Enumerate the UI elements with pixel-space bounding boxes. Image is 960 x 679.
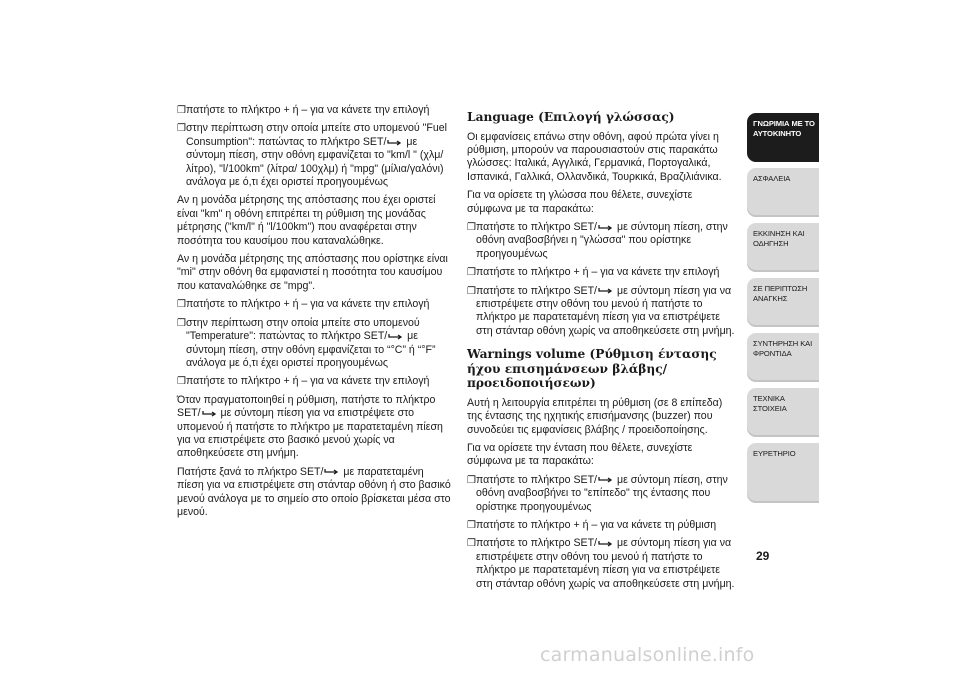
bullet-item bbox=[467, 285, 739, 339]
bullet-item bbox=[467, 537, 739, 591]
paragraph: Πατήστε ξανά το πλήκτρο SET/ με παρατεταμένη πίεση για να επιστρέψετε στη στάνταρ οθόνη ή στο βασικό μενού ανάλογα με το σημείο στο οποίο βρίσκεται μέσα στο μενού. bbox=[177, 465, 451, 518]
set-enter-arrow-icon bbox=[202, 410, 217, 417]
paragraph: Για να ορίσετε τη γλώσσα που θέλετε, συνεχίστε σύμφωνα με τα παρακάτω: bbox=[467, 189, 693, 215]
bullet-text: πατήστε το πλήκτρο + ή – για να κάνετε την επιλογή bbox=[476, 266, 720, 279]
bullet-marker: ❒ bbox=[177, 376, 186, 388]
bullet-marker: ❒ bbox=[177, 317, 186, 329]
paragraph: Όταν πραγματοποιηθεί η ρύθμιση, πατήστε το πλήκτρο SET/ με σύντομη πίεση για να επιστρέψετε στο υπομενού ή πατήστε το πλήκτρο με παρατεταμένη πίεση για να επιστρέψετε στο βασικό μενού χωρίς να αποθηκεύσετε στη μνήμη. bbox=[177, 393, 443, 460]
paragraph: Για να ορίσετε την ένταση που θέλετε, συνεχίστε σύμφωνα με τα παρακάτω: bbox=[467, 441, 693, 468]
set-enter-arrow-icon bbox=[324, 468, 339, 475]
tab-technical-data[interactable]: ΤΕΧΝΙΚΑ ΣΤΟΙΧΕΙΑ bbox=[747, 388, 819, 437]
bullet-item bbox=[467, 221, 739, 261]
bullet-text: πατήστε το πλήκτρο + ή – για να κάνετε την επιλογή bbox=[186, 298, 430, 311]
bullet-marker: ❒ bbox=[177, 123, 186, 135]
bullet-item bbox=[177, 122, 452, 189]
set-enter-arrow-icon bbox=[598, 224, 613, 231]
bullet-text: πατήστε το πλήκτρο SET/ με σύντομη πίεση, στην οθόνη αναβοσβήνει η "γλώσσα" που ορίστηκε προηγουμένως bbox=[476, 220, 728, 260]
bullet-text: πατήστε το πλήκτρο + ή – για να κάνετε την επιλογή bbox=[186, 375, 430, 388]
bullet-item bbox=[177, 104, 452, 117]
left-column bbox=[177, 104, 452, 524]
bullet-marker: ❒ bbox=[177, 299, 186, 311]
tab-emergency[interactable]: ΣΕ ΠΕΡΙΠΤΩΣΗ ΑΝΑΓΚΗΣ bbox=[747, 278, 819, 327]
bullet-text: πατήστε το πλήκτρο SET/ με σύντομη πίεση, στην οθόνη αναβοσβήνει το "επίπεδο" της έντασης που ορίστηκε προηγουμένως bbox=[476, 473, 728, 513]
tab-safety[interactable]: ΑΣΦΑΛΕΙΑ bbox=[747, 168, 819, 217]
bullet-text: πατήστε το πλήκτρο SET/ με σύντομη πίεση για να επιστρέψετε στην οθόνη του μενού ή πατήστε το πλήκτρο με παρατεταμένη πίεση για να επιστρέψετε στη στάνταρ οθόνη χωρίς να αποθηκεύσετε στη μνήμη. bbox=[476, 284, 735, 337]
section-heading-warnings-volume: Warnings volume (Ρύθμιση έντασης ήχου επισημάνσεων βλάβης/προειδοποιήσεων) bbox=[467, 347, 717, 391]
bullet-marker: ❒ bbox=[467, 538, 476, 550]
paragraph: Αν η μονάδα μέτρησης της απόστασης που ορίστηκε είναι "mi" στην οθόνη θα εμφανιστεί η ποσότητα του καυσίμου που καταναλώθηκε σε "mpg". bbox=[177, 253, 448, 292]
bullet-text: πατήστε το πλήκτρο + ή – για να κάνετε τη ρύθμιση bbox=[476, 518, 717, 531]
set-enter-arrow-icon bbox=[598, 540, 613, 547]
bullet-text: πατήστε το πλήκτρο + ή – για να κάνετε την επιλογή bbox=[186, 104, 430, 116]
set-enter-arrow-icon bbox=[388, 333, 403, 340]
right-column bbox=[467, 110, 739, 596]
section-heading-language: Language (Επιλογή γλώσσας) bbox=[467, 110, 675, 124]
bullet-marker: ❒ bbox=[467, 474, 476, 486]
bullet-item bbox=[467, 519, 739, 532]
bullet-item bbox=[177, 375, 452, 388]
watermark: carmanualsonline.info bbox=[540, 644, 755, 666]
bullet-item bbox=[467, 474, 739, 514]
page-number: 29 bbox=[756, 549, 770, 563]
paragraph: Οι εμφανίσεις επάνω στην οθόνη, αφού πρώτα γίνει η ρύθμιση, μπορούν να παρουσιαστούν στις παρακάτω γλώσσες: Ιταλικά, Αγγλικά, Γερμανικά, Πορτογαλικά, Ισπανικά, Γαλλικά, Ολλανδικά, Τουρκικά, Βραζιλιάνικα. bbox=[467, 130, 722, 183]
bullet-marker: ❒ bbox=[177, 105, 186, 116]
set-enter-arrow-icon bbox=[598, 287, 613, 294]
bullet-marker: ❒ bbox=[467, 285, 476, 297]
set-enter-arrow-icon bbox=[598, 476, 613, 483]
chapter-tabs bbox=[747, 113, 819, 509]
bullet-text: στην περίπτωση στην οποία μπείτε στο υπομενού "Fuel Consumption": πατώντας το πλήκτρο SET/ με σύντομη πίεση, στην οθόνη εμφανίζεται το "km/l " (χλμ/λίτρο), "l/100km" (λίτρα/ 100χλμ) ή "mpg" (μίλια/γαλόνι) ανάλογα με ό,τι έχει οριστεί προηγουμένως bbox=[186, 122, 448, 189]
paragraph: Αυτή η λειτουργία επιτρέπει τη ρύθμιση (σε 8 επίπεδα) της έντασης της ηχητικής επισήμανσης (buzzer) που συνοδεύει τις εμφανίσεις βλάβης / προειδοποίησης. bbox=[467, 396, 723, 436]
bullet-marker: ❒ bbox=[467, 221, 476, 233]
tab-starting-driving[interactable]: ΕΚΚΙΝΗΣΗ ΚΑΙ ΟΔΗΓΗΣΗ bbox=[747, 223, 819, 272]
bullet-text: στην περίπτωση στην οποία μπείτε στο υπομενού "Temperature": πατώντας το πλήκτρο SET/ με σύντομη πίεση, στην οθόνη εμφανίζεται το “°C” ή “°F” ανάλογα με ό,τι έχει οριστεί προηγουμένως bbox=[186, 316, 436, 369]
bullet-item bbox=[467, 266, 739, 279]
bullet-item bbox=[177, 317, 452, 371]
tab-getting-to-know[interactable]: ΓΝΩΡΙΜΙΑ ΜΕ ΤΟ ΑΥΤΟΚΙΝΗΤΟ bbox=[747, 113, 819, 162]
bullet-text: πατήστε το πλήκτρο SET/ με σύντομη πίεση για να επιστρέψετε στην οθόνη του μενού ή πατήστε το πλήκτρο με παρατεταμένη πίεση για να επιστρέψετε στη στάνταρ οθόνη χωρίς να αποθηκεύσετε στη μνήμη. bbox=[476, 537, 735, 590]
bullet-item bbox=[177, 298, 452, 311]
tab-maintenance[interactable]: ΣΥΝΤΗΡΗΣΗ ΚΑΙ ΦΡΟΝΤΙΔΑ bbox=[747, 333, 819, 382]
set-enter-arrow-icon bbox=[387, 139, 402, 146]
tab-index[interactable]: ΕΥΡΕΤΗΡΙΟ bbox=[747, 443, 819, 503]
bullet-marker: ❒ bbox=[467, 267, 476, 279]
paragraph: Αν η μονάδα μέτρησης της απόστασης που έχει οριστεί είναι "km" η οθόνη επιτρέπει τη ρύθμιση της μονάδας μέτρησης ("km/l" ή "l/100km") που αναφέρεται στην ποσότητα του καυσίμου που καταναλώθηκε. bbox=[177, 194, 436, 247]
bullet-marker: ❒ bbox=[467, 519, 476, 531]
